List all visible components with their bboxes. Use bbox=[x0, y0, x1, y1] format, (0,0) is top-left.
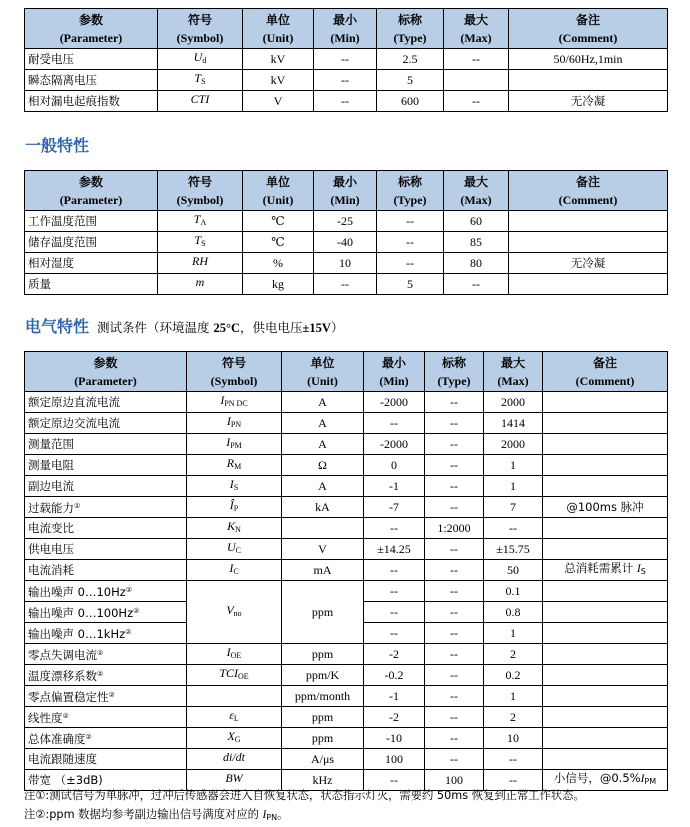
cell-min: -- bbox=[364, 602, 425, 623]
cell-typ: 5 bbox=[377, 70, 444, 91]
cell-param: 相对湿度 bbox=[25, 253, 158, 274]
table-row bbox=[25, 392, 668, 413]
cell-symbol: $I_{OE}$ bbox=[187, 644, 282, 665]
cell-comment bbox=[543, 455, 668, 476]
cell-typ: -- bbox=[425, 392, 484, 413]
cell-max: 1 bbox=[484, 476, 543, 497]
header-min: 最小 (Min) bbox=[314, 9, 377, 49]
cell-typ: -- bbox=[425, 728, 484, 749]
cell-comment: @100ms 脉冲 bbox=[543, 497, 668, 518]
cell-unit: ℃ bbox=[243, 232, 314, 253]
cell-typ: -- bbox=[425, 686, 484, 707]
cell-param: 供电电压 bbox=[25, 539, 187, 560]
cell-symbol: $T_A$ bbox=[158, 211, 243, 232]
cell-unit: kg bbox=[243, 274, 314, 295]
cell-typ: -- bbox=[425, 749, 484, 770]
cell-max: 2 bbox=[484, 707, 543, 728]
cell-param: 相对漏电起痕指数 bbox=[25, 91, 158, 112]
table-row bbox=[25, 581, 668, 602]
cell-max: 1414 bbox=[484, 413, 543, 434]
cell-typ: -- bbox=[425, 539, 484, 560]
table-row bbox=[25, 232, 668, 253]
cell-symbol: $U_d$ bbox=[158, 49, 243, 70]
footnote-mark: ② bbox=[97, 669, 104, 678]
cell-unit: V bbox=[243, 91, 314, 112]
footnote-mark: ② bbox=[62, 711, 69, 720]
cell-unit: A bbox=[282, 392, 364, 413]
cell-min: -- bbox=[314, 274, 377, 295]
header-parameter: 参数 (Parameter) bbox=[25, 9, 158, 49]
cell-min: -1 bbox=[364, 476, 425, 497]
cell-param: 带宽 （±3dB) bbox=[25, 770, 187, 791]
cell-comment bbox=[543, 434, 668, 455]
cell-max: 7 bbox=[484, 497, 543, 518]
table-row bbox=[25, 497, 668, 518]
footnote-mark: ① bbox=[74, 501, 81, 510]
cell-max: -- bbox=[484, 770, 543, 791]
cell-comment bbox=[543, 413, 668, 434]
cell-unit: kHz bbox=[282, 770, 364, 791]
cell-min: -- bbox=[364, 560, 425, 581]
cell-typ: 100 bbox=[425, 770, 484, 791]
table-header-row bbox=[25, 352, 668, 392]
cell-comment bbox=[543, 728, 668, 749]
footnote-1: 注①:测试信号为单脉冲，过冲后传感器会进入自恢复状态，状态指示灯灭，需要约 50ms 恢复到正常工作状态。 bbox=[24, 789, 585, 802]
cell-unit-noise: ppm bbox=[282, 581, 364, 644]
header-max: 最大 (Max) bbox=[484, 352, 543, 392]
cell-comment: 无冷凝 bbox=[509, 253, 668, 274]
cell-symbol: CTI bbox=[158, 91, 243, 112]
cell-comment bbox=[509, 70, 668, 91]
cell-param: 输出噪声 0…100Hz② bbox=[25, 602, 187, 623]
cell-min: -- bbox=[314, 70, 377, 91]
cell-symbol: $I_{PM}$ bbox=[187, 434, 282, 455]
table-row bbox=[25, 455, 668, 476]
cell-comment bbox=[543, 749, 668, 770]
cell-max: -- bbox=[444, 274, 509, 295]
cell-unit: kV bbox=[243, 70, 314, 91]
cell-max: -- bbox=[444, 49, 509, 70]
cell-symbol: di/dt bbox=[187, 749, 282, 770]
cell-param: 输出噪声 0…10Hz② bbox=[25, 581, 187, 602]
cell-comment bbox=[543, 707, 668, 728]
cell-max: 1 bbox=[484, 623, 543, 644]
cell-param: 副边电流 bbox=[25, 476, 187, 497]
cell-min: -2 bbox=[364, 707, 425, 728]
table-row bbox=[25, 274, 668, 295]
test-condition: 测试条件（环境温度 25°C，供电电压±15V） bbox=[97, 320, 344, 335]
cell-param: 质量 bbox=[25, 274, 158, 295]
cell-min: -- bbox=[364, 413, 425, 434]
cell-comment: 小信号，$@0.5\%I_{PM}$ bbox=[543, 770, 668, 791]
cell-unit: ppm/K bbox=[282, 665, 364, 686]
cell-unit bbox=[282, 518, 364, 539]
header-unit: 单位 (Unit) bbox=[243, 9, 314, 49]
header-symbol: 符号 (Symbol) bbox=[158, 171, 243, 211]
cell-typ: 1:2000 bbox=[425, 518, 484, 539]
cell-unit: V bbox=[282, 539, 364, 560]
cell-min: -40 bbox=[314, 232, 377, 253]
header-max: 最大 (Max) bbox=[444, 171, 509, 211]
cell-param: 线性度② bbox=[25, 707, 187, 728]
cell-param: 测量范围 bbox=[25, 434, 187, 455]
cell-symbol: $K_N$ bbox=[187, 518, 282, 539]
cell-comment bbox=[543, 581, 668, 602]
cell-symbol: $I_C$ bbox=[187, 560, 282, 581]
table-row bbox=[25, 686, 668, 707]
insulation-table bbox=[24, 8, 668, 112]
electrical-title: 电气特性 bbox=[25, 317, 90, 336]
cell-max: 0.1 bbox=[484, 581, 543, 602]
cell-param: 额定原边交流电流 bbox=[25, 413, 187, 434]
cell-min: -2000 bbox=[364, 434, 425, 455]
cell-max: 50 bbox=[484, 560, 543, 581]
footnote-mark: ② bbox=[108, 690, 115, 699]
cell-param: 零点偏置稳定性② bbox=[25, 686, 187, 707]
cell-typ: -- bbox=[377, 211, 444, 232]
cell-min: -2000 bbox=[364, 392, 425, 413]
table-row bbox=[25, 749, 668, 770]
cell-unit: A bbox=[282, 413, 364, 434]
cell-comment bbox=[543, 686, 668, 707]
cell-param: 储存温度范围 bbox=[25, 232, 158, 253]
cell-max: -- bbox=[444, 91, 509, 112]
cell-comment bbox=[509, 274, 668, 295]
footnote-2: 注②:ppm 数据均参考副边输出信号满度对应的 $I_{PN}$。 bbox=[24, 808, 289, 822]
cell-typ: -- bbox=[425, 413, 484, 434]
cell-max: 1 bbox=[484, 455, 543, 476]
cell-symbol: $Î_P$ bbox=[187, 497, 282, 518]
header-parameter: 参数 (Parameter) bbox=[25, 352, 187, 392]
table-row bbox=[25, 728, 668, 749]
cell-comment bbox=[543, 623, 668, 644]
cell-max: 85 bbox=[444, 232, 509, 253]
cell-max: 2 bbox=[484, 644, 543, 665]
cell-min: -7 bbox=[364, 497, 425, 518]
cell-max bbox=[444, 70, 509, 91]
cell-typ: -- bbox=[425, 623, 484, 644]
table-row bbox=[25, 413, 668, 434]
cell-typ: -- bbox=[425, 665, 484, 686]
cell-param: 电流跟随速度 bbox=[25, 749, 187, 770]
header-typ: 标称 (Type) bbox=[425, 352, 484, 392]
cell-comment bbox=[543, 602, 668, 623]
header-comment: 备注 (Comment) bbox=[509, 171, 668, 211]
section-title-electrical bbox=[25, 314, 343, 337]
cell-unit: kV bbox=[243, 49, 314, 70]
cell-typ: -- bbox=[425, 707, 484, 728]
cell-max: 60 bbox=[444, 211, 509, 232]
footnote-mark: ② bbox=[133, 606, 140, 615]
cell-typ: -- bbox=[425, 602, 484, 623]
cell-max: -- bbox=[484, 749, 543, 770]
cell-typ: 5 bbox=[377, 274, 444, 295]
table-row bbox=[25, 434, 668, 455]
header-max: 最大 (Max) bbox=[444, 9, 509, 49]
cell-param: 输出噪声 0…1kHz② bbox=[25, 623, 187, 644]
table-header-row bbox=[25, 9, 668, 49]
cell-unit: ppm bbox=[282, 728, 364, 749]
cell-comment bbox=[543, 476, 668, 497]
cell-comment bbox=[543, 392, 668, 413]
cell-comment: 50/60Hz,1min bbox=[509, 49, 668, 70]
cell-symbol: $T_S$ bbox=[158, 70, 243, 91]
cell-symbol: $\varepsilon_L$ bbox=[187, 707, 282, 728]
cell-unit: A/μs bbox=[282, 749, 364, 770]
table-row bbox=[25, 211, 668, 232]
header-unit: 单位 (Unit) bbox=[243, 171, 314, 211]
cell-min: -10 bbox=[364, 728, 425, 749]
header-symbol: 符号 (Symbol) bbox=[158, 9, 243, 49]
table-row bbox=[25, 707, 668, 728]
cell-comment bbox=[543, 518, 668, 539]
cell-symbol: $I_{PN DC}$ bbox=[187, 392, 282, 413]
cell-comment: 总消耗需累计 $I_S$ bbox=[543, 560, 668, 581]
header-min: 最小 (Min) bbox=[314, 171, 377, 211]
table-row bbox=[25, 91, 668, 112]
cell-param: 瞬态隔离电压 bbox=[25, 70, 158, 91]
cell-unit: A bbox=[282, 434, 364, 455]
cell-symbol bbox=[187, 686, 282, 707]
cell-typ: -- bbox=[425, 560, 484, 581]
header-typ: 标称 (Type) bbox=[377, 171, 444, 211]
cell-symbol: m bbox=[158, 274, 243, 295]
cell-max: 2000 bbox=[484, 434, 543, 455]
cell-typ: -- bbox=[425, 455, 484, 476]
cell-symbol-noise: $V_{no}$ bbox=[187, 581, 282, 644]
cell-param: 总体准确度② bbox=[25, 728, 187, 749]
cell-comment bbox=[543, 644, 668, 665]
footnote-mark: ② bbox=[125, 627, 132, 636]
table-row bbox=[25, 665, 668, 686]
cell-typ: -- bbox=[425, 476, 484, 497]
cell-typ: 2.5 bbox=[377, 49, 444, 70]
cell-max: ±15.75 bbox=[484, 539, 543, 560]
cell-unit: kA bbox=[282, 497, 364, 518]
cell-typ: 600 bbox=[377, 91, 444, 112]
cell-min: -25 bbox=[314, 211, 377, 232]
cell-comment bbox=[543, 665, 668, 686]
cell-param: 零点失调电流② bbox=[25, 644, 187, 665]
cell-symbol: $TCI_{OE}$ bbox=[187, 665, 282, 686]
footnote-mark: ② bbox=[97, 648, 104, 657]
cell-min: 100 bbox=[364, 749, 425, 770]
header-symbol: 符号 (Symbol) bbox=[187, 352, 282, 392]
cell-param: 耐受电压 bbox=[25, 49, 158, 70]
table-row bbox=[25, 539, 668, 560]
cell-min: -- bbox=[364, 581, 425, 602]
cell-unit: A bbox=[282, 476, 364, 497]
cell-unit: ℃ bbox=[243, 211, 314, 232]
cell-max: 80 bbox=[444, 253, 509, 274]
cell-typ: -- bbox=[425, 644, 484, 665]
cell-comment bbox=[509, 211, 668, 232]
cell-min: 10 bbox=[314, 253, 377, 274]
cell-symbol: $U_C$ bbox=[187, 539, 282, 560]
table-row bbox=[25, 253, 668, 274]
cell-min: -- bbox=[364, 518, 425, 539]
cell-max: 2000 bbox=[484, 392, 543, 413]
cell-max: -- bbox=[484, 518, 543, 539]
cell-unit: ppm/month bbox=[282, 686, 364, 707]
cell-param: 工作温度范围 bbox=[25, 211, 158, 232]
table-row bbox=[25, 476, 668, 497]
cell-typ: -- bbox=[425, 581, 484, 602]
cell-min: -- bbox=[314, 91, 377, 112]
cell-symbol: $R_M$ bbox=[187, 455, 282, 476]
header-typ: 标称 (Type) bbox=[377, 9, 444, 49]
cell-min: -- bbox=[364, 770, 425, 791]
cell-param: 温度漂移系数② bbox=[25, 665, 187, 686]
electrical-table bbox=[24, 351, 668, 791]
cell-symbol: $I_{PN}$ bbox=[187, 413, 282, 434]
cell-min: -1 bbox=[364, 686, 425, 707]
cell-max: 10 bbox=[484, 728, 543, 749]
footnote-mark: ② bbox=[125, 585, 133, 594]
cell-symbol: $I_S$ bbox=[187, 476, 282, 497]
table-header-row bbox=[25, 171, 668, 211]
cell-typ: -- bbox=[425, 434, 484, 455]
cell-min: ±14.25 bbox=[364, 539, 425, 560]
cell-unit: Ω bbox=[282, 455, 364, 476]
cell-param: 测量电阻 bbox=[25, 455, 187, 476]
cell-min: 0 bbox=[364, 455, 425, 476]
cell-symbol: $T_S$ bbox=[158, 232, 243, 253]
cell-min: -2 bbox=[364, 644, 425, 665]
table-row bbox=[25, 644, 668, 665]
table-row bbox=[25, 70, 668, 91]
cell-comment: 无冷凝 bbox=[509, 91, 668, 112]
cell-unit: % bbox=[243, 253, 314, 274]
cell-param: 电流变比 bbox=[25, 518, 187, 539]
cell-param: 过载能力① bbox=[25, 497, 187, 518]
cell-max: 0.8 bbox=[484, 602, 543, 623]
table-row bbox=[25, 560, 668, 581]
table-row bbox=[25, 518, 668, 539]
cell-max: 0.2 bbox=[484, 665, 543, 686]
cell-unit: ppm bbox=[282, 644, 364, 665]
cell-symbol: $X_G$ bbox=[187, 728, 282, 749]
cell-comment bbox=[543, 539, 668, 560]
cell-comment bbox=[509, 232, 668, 253]
cell-typ: -- bbox=[425, 497, 484, 518]
general-table bbox=[24, 170, 668, 295]
header-unit: 单位 (Unit) bbox=[282, 352, 364, 392]
table-row bbox=[25, 49, 668, 70]
header-min: 最小 (Min) bbox=[364, 352, 425, 392]
cell-min: -- bbox=[364, 623, 425, 644]
cell-min: -0.2 bbox=[364, 665, 425, 686]
cell-param: 电流消耗 bbox=[25, 560, 187, 581]
cell-min: -- bbox=[314, 49, 377, 70]
footnote-mark: ② bbox=[85, 732, 92, 741]
cell-symbol: BW bbox=[187, 770, 282, 791]
header-comment: 备注 (Comment) bbox=[543, 352, 668, 392]
cell-typ: -- bbox=[377, 253, 444, 274]
cell-unit: ppm bbox=[282, 707, 364, 728]
cell-param: 额定原边直流电流 bbox=[25, 392, 187, 413]
cell-unit: mA bbox=[282, 560, 364, 581]
section-title-general: 一般特性 bbox=[25, 136, 90, 155]
cell-symbol: RH bbox=[158, 253, 243, 274]
header-parameter: 参数 (Parameter) bbox=[25, 171, 158, 211]
cell-max: 1 bbox=[484, 686, 543, 707]
cell-typ: -- bbox=[377, 232, 444, 253]
header-comment: 备注 (Comment) bbox=[509, 9, 668, 49]
